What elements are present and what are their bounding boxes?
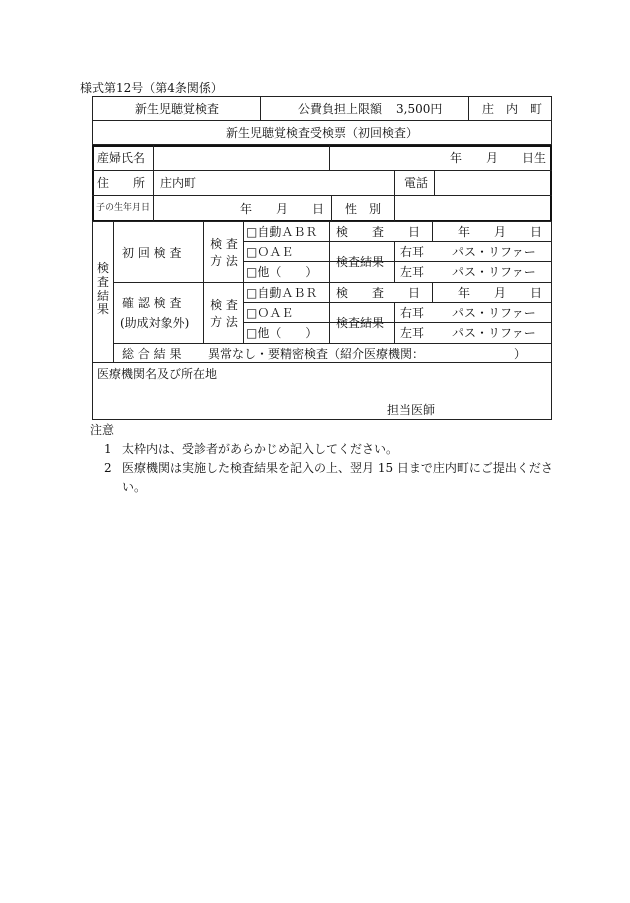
initial-right-ear-result[interactable]: パス・リファー — [452, 245, 536, 259]
sex-label: 性 別 — [345, 202, 382, 216]
note-2-text-cont: い。 — [122, 480, 147, 494]
overall-result-label: 総 合 結 果 — [122, 347, 182, 361]
confirm-right-ear-label: 右耳 — [400, 306, 425, 320]
note-2-number: 2 — [104, 461, 112, 475]
initial-method-label: 検 査 方 法 — [210, 237, 238, 268]
initial-right-ear-label: 右耳 — [400, 245, 425, 259]
phone-label: 電話 — [404, 176, 429, 190]
sex-field[interactable] — [396, 197, 548, 219]
mother-birthdate[interactable]: 年 月 日生 — [450, 151, 547, 165]
ticket-title: 新生児聴覚検査受検票（初回検査） — [225, 126, 418, 140]
confirm-method-label: 検 査 方 法 — [210, 298, 238, 329]
child-birth-value[interactable]: 年 月 日 — [240, 202, 325, 216]
mother-name-field[interactable] — [155, 147, 327, 168]
subsidy-amount: 3,500円 — [396, 102, 443, 116]
initial-left-ear-label: 左耳 — [400, 265, 425, 279]
doctor-label: 担当医師 — [387, 403, 436, 417]
note-1-text: 太枠内は、受診者があらかじめ記入してください。 — [122, 442, 399, 456]
confirm-option-oae[interactable]: □ＯＡＥ — [246, 306, 294, 320]
results-section-label: 検査結果 — [96, 261, 109, 317]
confirm-date-value[interactable]: 年 月 日 — [458, 286, 543, 300]
confirm-right-ear-result[interactable]: パス・リファー — [452, 306, 536, 320]
child-birth-label: 子の生年月日 — [96, 203, 151, 213]
header-title: 新生児聴覚検査 — [135, 102, 220, 116]
overall-result-value[interactable]: 異常なし・要精密検査（紹介医療機関： ） — [208, 347, 527, 361]
notes-heading: 注意 — [90, 423, 115, 437]
confirm-test-label: 確 認 検 査 — [122, 296, 182, 310]
confirm-test-sublabel: (助成対象外) — [120, 316, 190, 330]
initial-option-oae[interactable]: □ＯＡＥ — [246, 245, 294, 259]
initial-date-value[interactable]: 年 月 日 — [458, 225, 543, 239]
initial-option-abr[interactable]: □自動ＡＢＲ — [246, 225, 318, 239]
initial-option-other[interactable]: □他（ ） — [246, 265, 318, 279]
subsidy-label: 公費負担上限額 — [298, 102, 383, 116]
confirm-date-label: 検 査 日 — [336, 286, 421, 300]
confirm-left-ear-result[interactable]: パス・リファー — [452, 326, 536, 340]
town-name: 庄 内 町 — [482, 102, 543, 116]
mother-name-label: 産婦氏名 — [97, 151, 146, 165]
initial-result-label: 検査結果 — [336, 255, 385, 269]
confirm-option-abr[interactable]: □自動ＡＢＲ — [246, 286, 318, 300]
address-value[interactable]: 庄内町 — [160, 176, 197, 190]
form-number: 様式第12号（第4条関係） — [80, 81, 223, 95]
confirm-result-label: 検査結果 — [336, 316, 385, 330]
initial-test-label: 初 回 検 査 — [122, 246, 182, 260]
note-2-text: 医療機関は実施した検査結果を記入の上、翌月 15 日まで庄内町にご提出くださ — [122, 461, 553, 475]
phone-field[interactable] — [436, 172, 548, 193]
confirm-left-ear-label: 左耳 — [400, 326, 425, 340]
institution-label: 医療機関名及び所在地 — [97, 367, 218, 381]
initial-left-ear-result[interactable]: パス・リファー — [452, 265, 536, 279]
initial-date-label: 検 査 日 — [336, 225, 421, 239]
address-label: 住 所 — [97, 176, 146, 190]
note-1-number: 1 — [104, 442, 112, 456]
confirm-option-other[interactable]: □他（ ） — [246, 326, 318, 340]
